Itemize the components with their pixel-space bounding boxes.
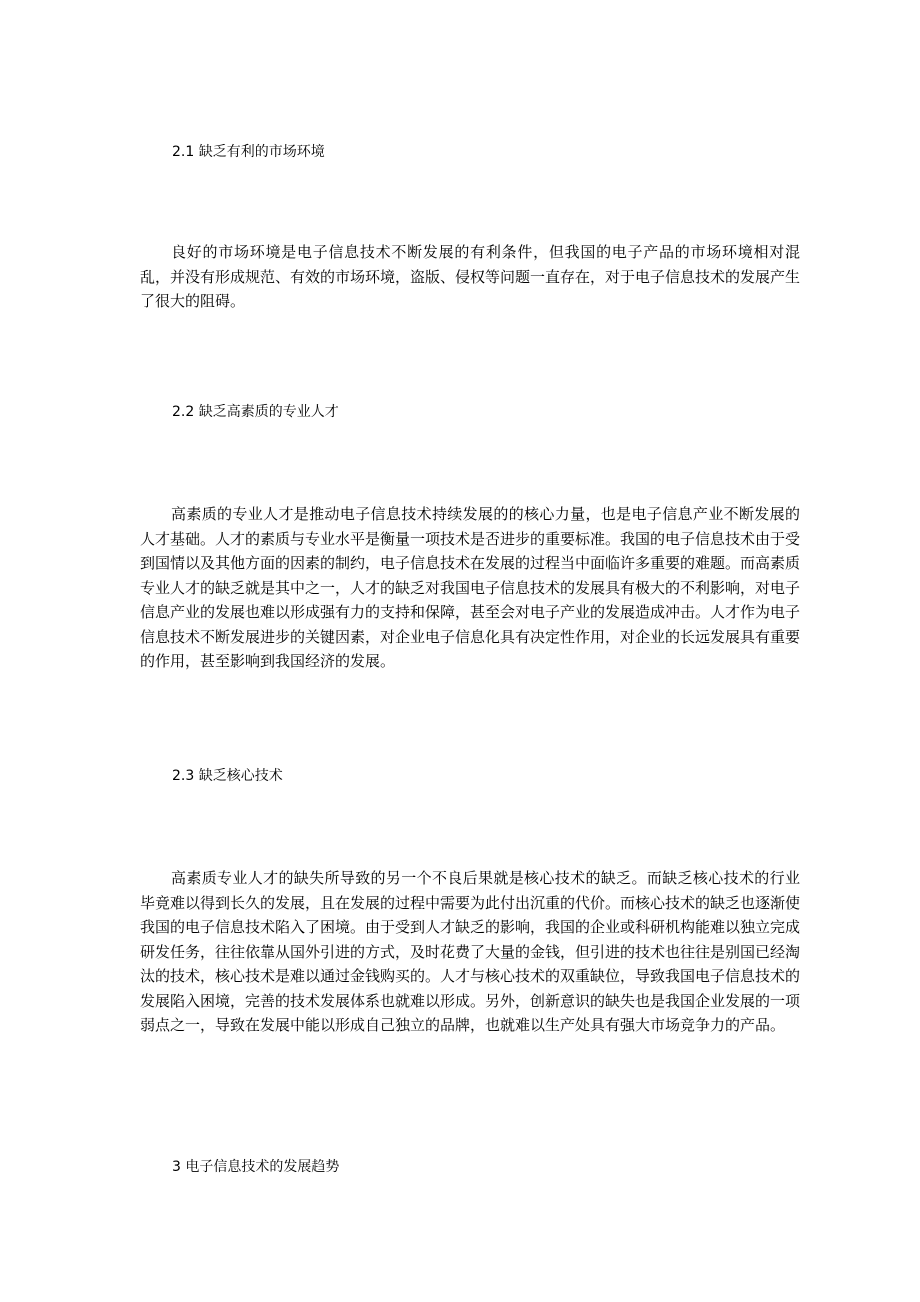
section-paragraph-2-1: 良好的市场环境是电子信息技术不断发展的有利条件，但我国的电子产品的市场环境相对混乱，并没有形成规范、有效的市场环境，盗版、侵权等问题一直存在，对于电子信息技术的发展产生了很大的阻碍。 bbox=[140, 243, 801, 310]
section-paragraph-2-3: 高素质专业人才的缺失所导致的另一个不良后果就是核心技术的缺乏。而缺乏核心技术的行业毕竟难以得到长久的发展，且在发展的过程中需要为此付出沉重的代价。而核心技术的缺乏也逐渐使我国的电子信息技术陷入了困境。由于受到人才缺乏的影响，我国的企业或科研机构能难以独立完成研发任务，往往依靠从国外引进的方式，及时花费了大量的金钱，但引进的技术也往往是别国已经淘汰的技术，核心技术是难以通过金钱购买的。人才与核心技术的双重缺位，导致我国电子信息技术的发展陷入困境，完善的技术发展体系也就难以形成。另外，创新意识的缺失也是我国企业发展的一项弱点之一，导致在发展中能以形成自己独立的品牌，也就难以生产处具有强大市场竞争力的产品。 bbox=[140, 869, 801, 1034]
section-paragraph-2-2: 高素质的专业人才是推动电子信息技术持续发展的的核心力量，也是电子信息产业不断发展的人才基础。人才的素质与专业水平是衡量一项技术是否进步的重要标准。我国的电子信息技术由于受到国情以及其他方面的因素的制约，电子信息技术在发展的过程当中面临许多重要的难题。而高素质专业人才的缺乏就是其中之一，人才的缺乏对我国电子信息技术的发展具有极大的不利影响，对电子信息产业的发展也难以形成强有力的支持和保障，甚至会对电子产业的发展造成冲击。人才作为电子信息技术不断发展进步的关键因素，对企业电子信息化具有决定性作用，对企业的长远发展具有重要的作用，甚至影响到我国经济的发展。 bbox=[140, 505, 801, 670]
section-heading-2-1: 2.1 缺乏有利的市场环境 bbox=[172, 144, 325, 160]
section-heading-2-3: 2.3 缺乏核心技术 bbox=[172, 768, 283, 784]
section-heading-2-2: 2.2 缺乏高素质的专业人才 bbox=[172, 404, 339, 420]
section-heading-3: 3 电子信息技术的发展趋势 bbox=[172, 1159, 340, 1175]
